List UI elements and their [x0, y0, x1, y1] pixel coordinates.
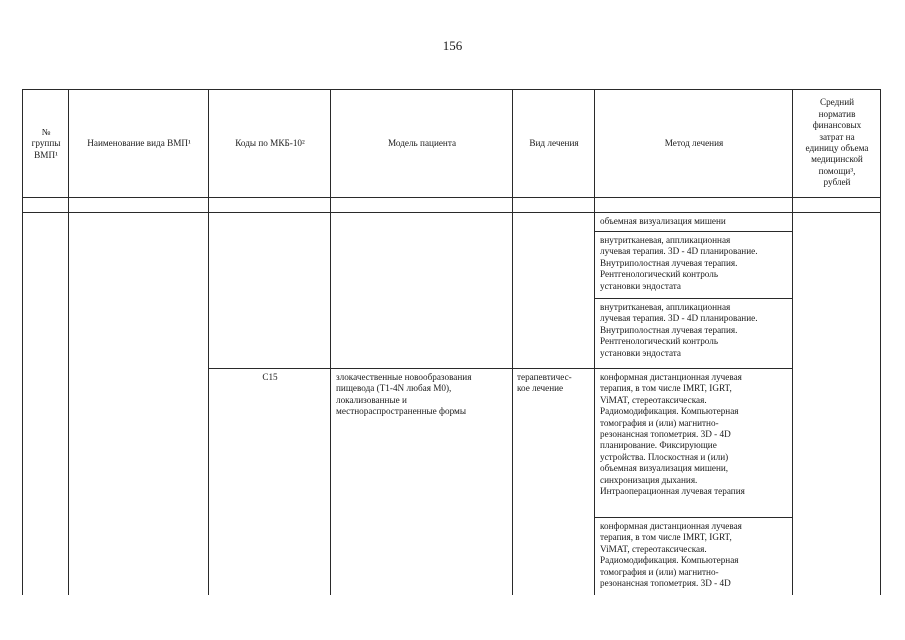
patient-model-cell: злокачественные новообразования пищевода (T1-4N любая M0), локализованные и местнораспространенные формы	[336, 372, 472, 417]
method-cell: конформная дистанционная лучевая терапия, в том числе IMRT, IGRT, ViMAT, стереотаксическая. Радиомодификация. Компьютерная томография и (или) магнитно- резонансная топометрия. 3D - 4D планирование. Фиксирующие устройства. Плоскостная и (или) объемная визуализация мишени, синхронизация дыхания. Интраоперационная лучевая терапия	[600, 372, 745, 497]
header-group-no: № группы ВМП¹	[31, 126, 61, 160]
icd-code-cell: C15	[262, 372, 278, 382]
header-patient-model: Модель пациента	[387, 138, 457, 149]
method-cell: конформная дистанционная лучевая терапия, в том числе IMRT, IGRT, ViMAT, стереотаксическая. Радиомодификация. Компьютерная томография и (или) магнитно- резонансная топометрия. 3D - 4D	[600, 521, 742, 589]
page-number: 156	[442, 38, 463, 53]
header-avg-cost: Средний норматив финансовых затрат на единицу объема медицинской помощи³, рублей	[805, 97, 869, 188]
method-cell: внутритканевая, аппликационная лучевая терапия. 3D - 4D планирование. Внутриполостная лучевая терапия. Рентгенологический контроль установки эндостата	[600, 302, 758, 358]
header-treatment-type: Вид лечения	[529, 138, 579, 149]
method-cell: объемная визуализация мишени	[600, 216, 726, 226]
treatment-type-cell: терапевтичес- кое лечение	[517, 372, 572, 394]
header-treatment-method: Метод лечения	[664, 138, 724, 149]
treatment-table	[22, 89, 880, 595]
header-icd-codes: Коды по МКБ-10²	[235, 138, 305, 149]
method-cell: внутритканевая, аппликационная лучевая терапия. 3D - 4D планирование. Внутриполостная лучевая терапия. Рентгенологический контроль установки эндостата	[600, 235, 758, 291]
header-vmp-name: Наименование вида ВМП¹	[87, 138, 191, 149]
